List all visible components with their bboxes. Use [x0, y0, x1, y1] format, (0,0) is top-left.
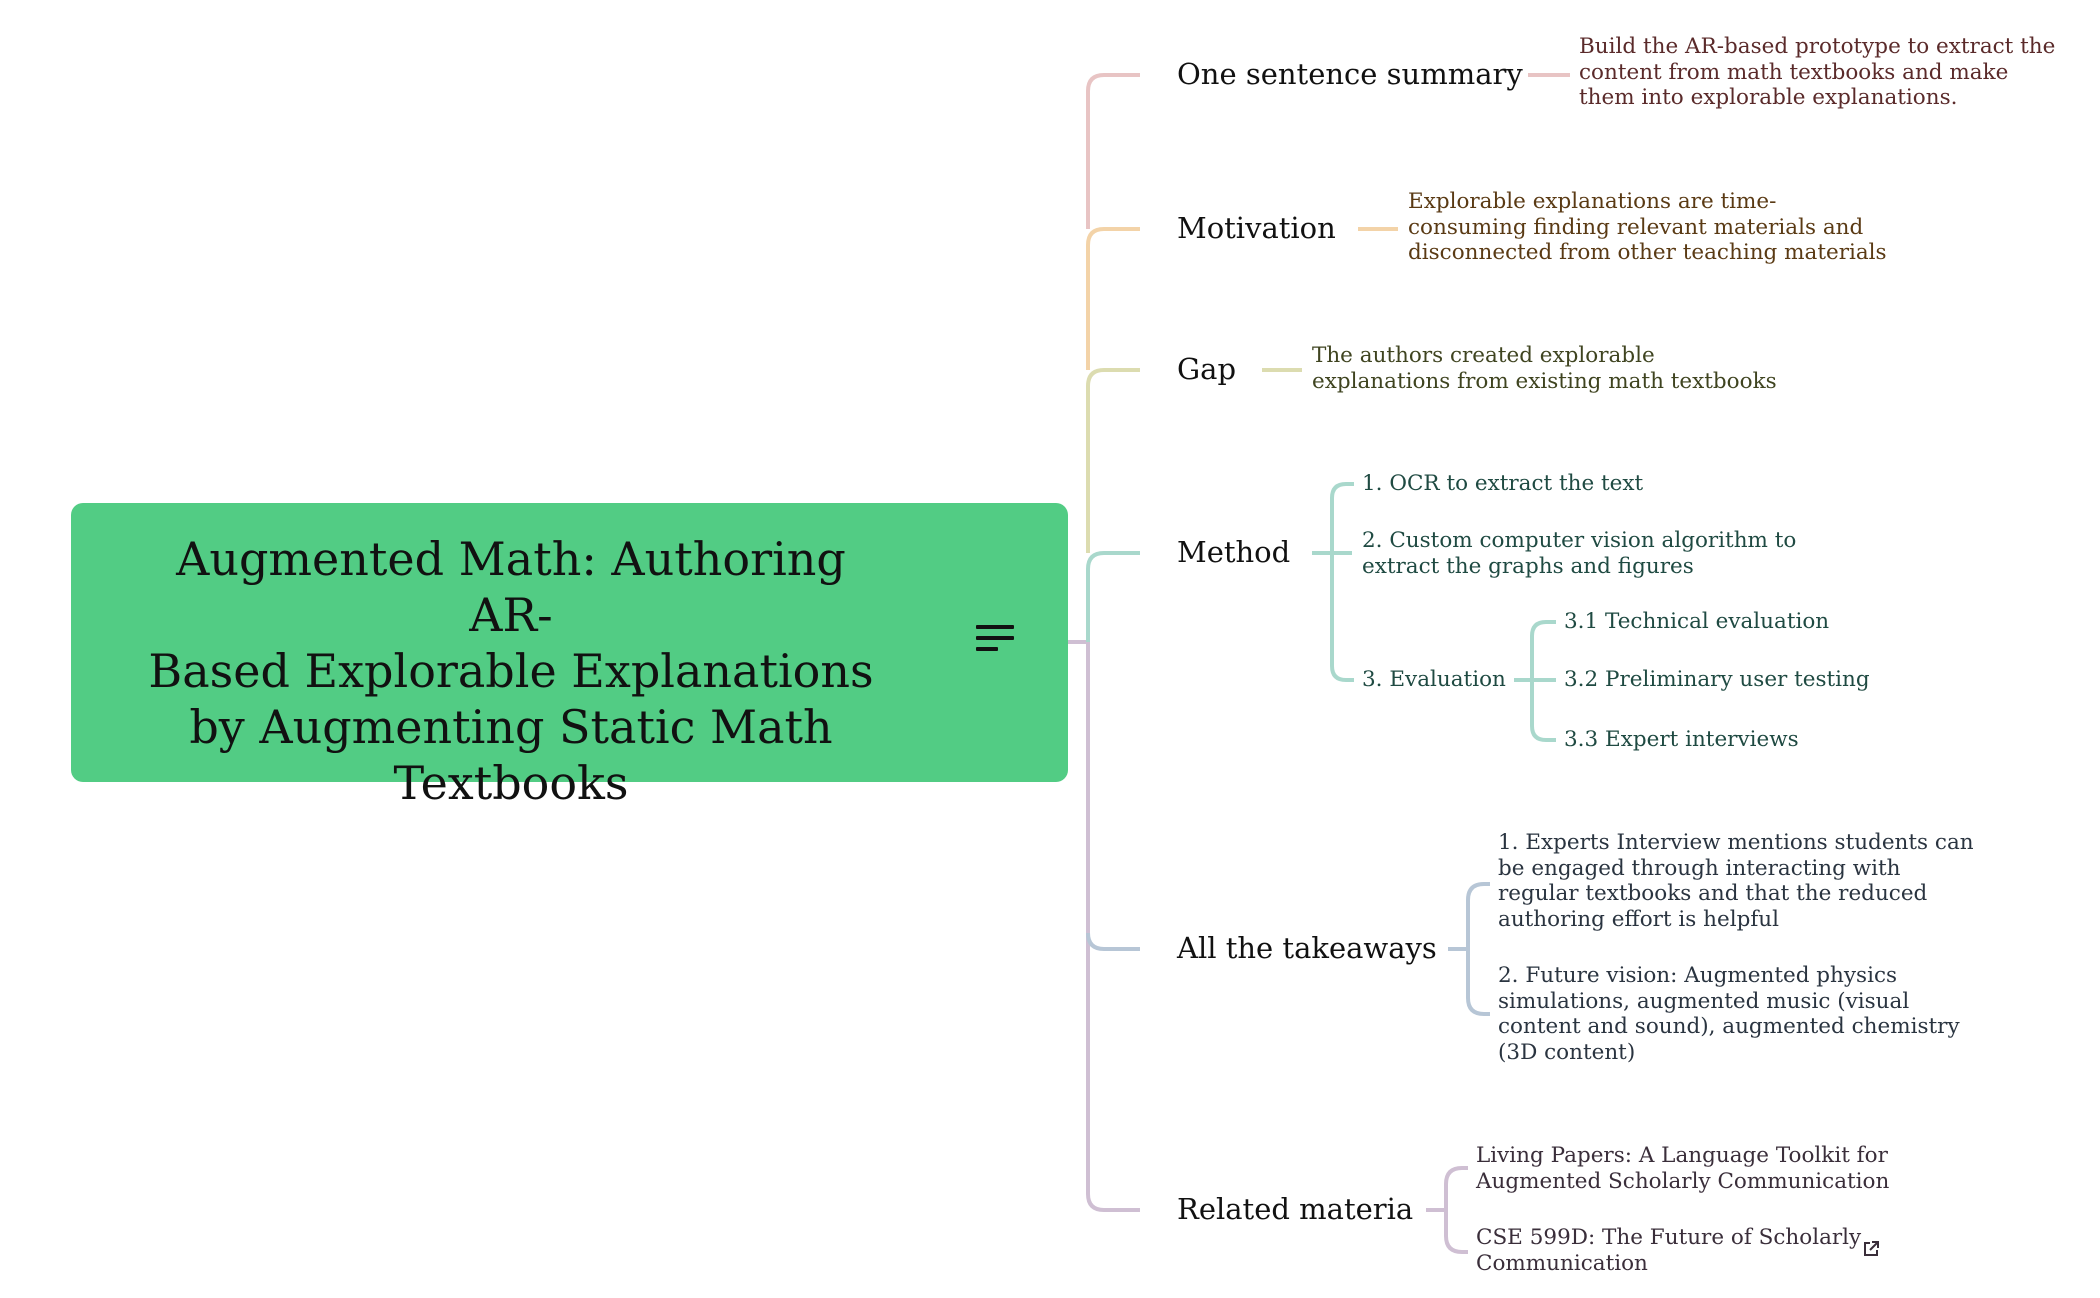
leaf-line: regular textbooks and that the reduced [1498, 881, 1928, 906]
leaf-line: (3D content) [1498, 1039, 1636, 1065]
external-link-icon[interactable] [1862, 1240, 1880, 1258]
leaf-line: disconnected from other teaching materials [1408, 240, 1887, 265]
root-title-line: Augmented Math: Authoring AR- [176, 532, 846, 642]
branch-one-sentence-summary[interactable]: One sentence summary [1177, 57, 1523, 91]
evaluation-expert-interviews[interactable]: 3.3 Expert interviews [1564, 727, 1799, 752]
root-title [141, 531, 881, 811]
leaf-line: The authors created explorable [1312, 343, 1655, 368]
leaf-line: 1. OCR to extract the text [1362, 471, 1644, 496]
leaf-line: Explorable explanations are time- [1408, 189, 1777, 214]
leaf-line: 2. Future vision: Augmented physics [1498, 963, 1898, 988]
leaf-line: them into explorable explanations. [1579, 85, 1958, 110]
leaf-line: be engaged through interacting with [1498, 855, 1901, 881]
method-item-3-evaluation[interactable] [1362, 667, 1506, 693]
summary-leaf[interactable] [1579, 34, 2055, 111]
evaluation-technical[interactable]: 3.1 Technical evaluation [1564, 609, 1830, 634]
motivation-leaf[interactable] [1408, 189, 1887, 266]
evaluation-user-testing[interactable]: 3.2 Preliminary user testing [1564, 667, 1870, 692]
root-title-line: Based Explorable Explanations [148, 644, 874, 698]
leaf-line: CSE 599D: The Future of Scholarly [1476, 1225, 1862, 1250]
leaf-line: Communication [1476, 1250, 1648, 1276]
takeaway-item-1[interactable] [1498, 830, 1974, 932]
branch-all-the-takeaways[interactable]: All the takeaways [1177, 931, 1437, 965]
takeaway-item-2[interactable] [1498, 963, 1960, 1065]
root-node[interactable] [71, 503, 1068, 810]
root-title-line: by Augmenting Static Math [189, 700, 833, 754]
leaf-line: content and sound), augmented chemistry [1498, 1014, 1960, 1039]
root-title-line: Textbooks [393, 756, 629, 810]
leaf-line: extract the graphs and figures [1362, 553, 1694, 579]
leaf-line: authoring effort is helpful [1498, 906, 1780, 932]
leaf-line: 1. Experts Interview mentions students can [1498, 830, 1974, 855]
leaf-line: 3. Evaluation [1362, 667, 1506, 692]
method-item-2[interactable] [1362, 528, 1796, 579]
leaf-line: simulations, augmented music (visual [1498, 988, 1910, 1014]
leaf-line: content from math textbooks and make [1579, 59, 2009, 85]
related-item-living-papers[interactable] [1476, 1143, 1889, 1194]
branch-motivation[interactable]: Motivation [1177, 211, 1336, 245]
leaf-line: Build the AR-based prototype to extract the [1579, 34, 2056, 59]
branch-related-materia[interactable]: Related materia [1177, 1192, 1414, 1226]
leaf-line: consuming finding relevant materials and [1408, 214, 1864, 240]
leaf-line: Living Papers: A Language Toolkit for [1476, 1143, 1888, 1168]
leaf-line: 2. Custom computer vision algorithm to [1362, 528, 1797, 553]
gap-leaf[interactable] [1312, 343, 1777, 394]
leaf-line: explanations from existing math textbooks [1312, 368, 1777, 394]
branch-method[interactable]: Method [1177, 535, 1291, 569]
related-item-cse-599d[interactable] [1476, 1225, 1861, 1276]
method-item-1[interactable] [1362, 471, 1643, 497]
leaf-line: Augmented Scholarly Communication [1476, 1168, 1890, 1194]
notes-menu-icon[interactable] [976, 625, 1014, 657]
branch-gap[interactable]: Gap [1177, 352, 1237, 386]
